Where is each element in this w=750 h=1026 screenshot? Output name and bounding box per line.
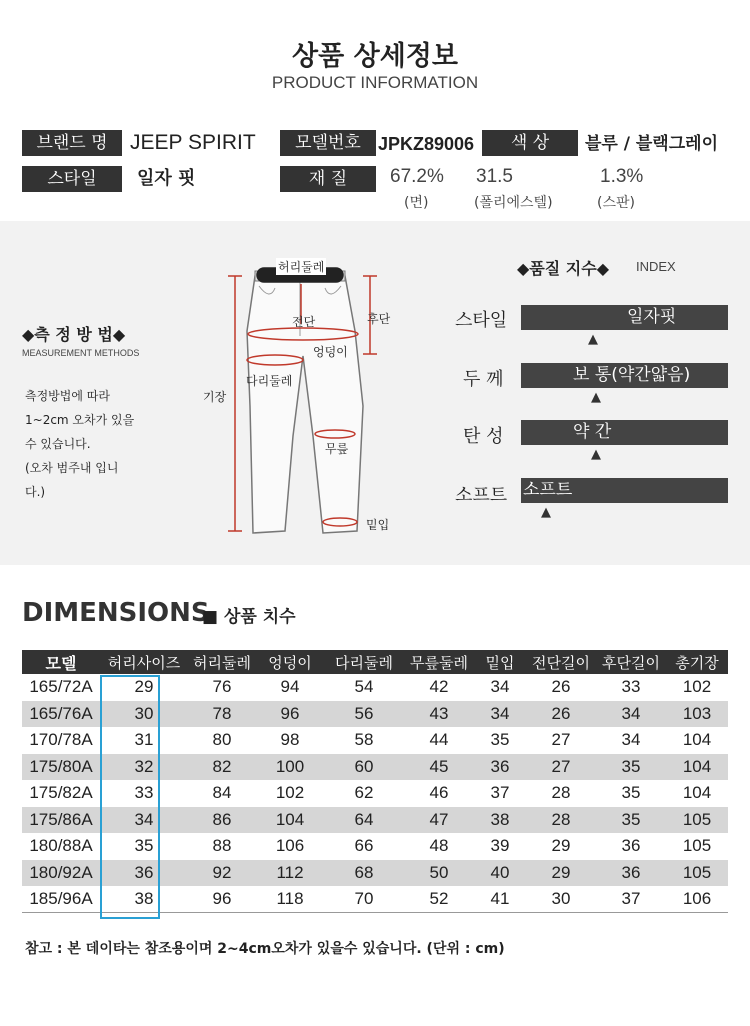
table-cell: 102: [682, 677, 712, 697]
label-hem: 밑입: [366, 518, 390, 532]
table-cell: 38: [100, 886, 188, 913]
table-cell: 96: [188, 886, 256, 913]
table-cell: 105: [682, 836, 712, 856]
table-cell: 175/86A: [22, 807, 100, 834]
quality-style-marker: ▲: [588, 332, 598, 347]
measure-desc-line: 1~2cm 오차가 있을: [25, 413, 135, 427]
measure-desc-line: 측정방법에 따라: [25, 389, 110, 403]
page-subtitle: PRODUCT INFORMATION: [271, 73, 479, 92]
material-pct-cotton: 67.2%: [390, 166, 444, 187]
table-cell: 45: [404, 754, 474, 781]
material-name-poly: (폴리에스텔): [474, 195, 553, 211]
style-label: 스타일: [22, 166, 122, 192]
table-cell: 30: [526, 886, 596, 913]
table-cell: 34: [100, 807, 188, 834]
table-cell: 175/82A: [29, 783, 93, 803]
table-cell: 54: [354, 677, 374, 697]
table-cell: 36: [100, 860, 188, 887]
table-cell: 96: [256, 701, 324, 728]
quality-softness-label: 소프트: [455, 485, 508, 506]
pants-diagram: [195, 246, 420, 546]
measure-description: [25, 384, 134, 504]
table-cell: 60: [324, 754, 404, 781]
table-cell: 29: [526, 860, 596, 887]
table-cell: 39: [490, 836, 510, 856]
quality-softness-bar: 소프트: [521, 478, 728, 503]
page-title: 상품 상세정보: [292, 41, 458, 72]
measure-title: ◆측 정 방 법◆: [22, 325, 126, 344]
table-cell: 30: [100, 701, 188, 728]
measure-desc-line: 수 있습니다.: [25, 437, 91, 451]
table-cell: 56: [324, 701, 404, 728]
table-cell: 80: [212, 730, 232, 750]
table-cell: 35: [596, 807, 666, 834]
table-cell: 104: [256, 807, 324, 834]
table-cell: 66: [354, 836, 374, 856]
column-header: 총기장: [666, 650, 728, 674]
table-cell: 36: [474, 754, 526, 781]
table-cell: 35: [134, 836, 154, 856]
table-cell: 36: [621, 836, 641, 856]
table-cell: 52: [404, 886, 474, 913]
measure-desc-line: (오차 범주내 입니: [25, 461, 119, 475]
quality-style-label: 스타일: [455, 310, 508, 331]
table-cell: 68: [324, 860, 404, 887]
table-cell: 48: [429, 836, 449, 856]
quality-elasticity-marker: ▲: [591, 447, 601, 462]
table-cell: 78: [188, 701, 256, 728]
table-cell: 102: [275, 783, 305, 803]
table-cell: 27: [551, 730, 571, 750]
label-back-rise: 후단: [367, 312, 391, 326]
quality-title: ◆품질 지수◆: [517, 259, 610, 278]
column-header: 무릎둘레: [404, 650, 474, 674]
table-cell: 43: [404, 701, 474, 728]
table-cell: 42: [429, 677, 449, 697]
table-cell: 35: [621, 783, 641, 803]
label-hip: 엉덩이: [313, 345, 348, 359]
table-cell: 33: [621, 677, 641, 697]
quality-index-label: INDEX: [636, 259, 676, 274]
table-cell: 88: [212, 836, 232, 856]
table-cell: 27: [526, 754, 596, 781]
measure-desc-line: 다.): [25, 485, 46, 499]
table-cell: 38: [474, 807, 526, 834]
quality-elasticity-label: 탄 성: [463, 426, 504, 447]
table-cell: 32: [100, 754, 188, 781]
table-cell: 33: [134, 783, 154, 803]
table-cell: 34: [474, 701, 526, 728]
table-cell: 35: [596, 754, 666, 781]
material-label: 재 질: [280, 166, 376, 192]
table-cell: 58: [354, 730, 374, 750]
column-header: 허리둘레: [188, 650, 256, 674]
label-knee: 무릎: [325, 442, 349, 456]
table-cell: 46: [429, 783, 449, 803]
table-cell: 105: [666, 860, 728, 887]
table-cell: 41: [474, 886, 526, 913]
quality-elasticity-bar: 약 간: [521, 420, 728, 445]
column-header: 모델: [22, 650, 100, 674]
table-cell: 37: [490, 783, 510, 803]
table-cell: 84: [212, 783, 232, 803]
column-header: 다리둘레: [324, 650, 404, 674]
table-cell: 29: [551, 836, 571, 856]
table-cell: 98: [280, 730, 300, 750]
model-label: 모델번호: [280, 130, 376, 156]
table-cell: 100: [256, 754, 324, 781]
table-header-row: [22, 650, 728, 674]
table-cell: 112: [256, 860, 324, 887]
quality-softness-marker: ▲: [541, 505, 551, 520]
table-cell: 26: [551, 677, 571, 697]
brand-value: JEEP SPIRIT: [130, 131, 256, 154]
table-cell: 26: [526, 701, 596, 728]
table-cell: 76: [212, 677, 232, 697]
table-cell: 36: [596, 860, 666, 887]
table-cell: 105: [666, 807, 728, 834]
style-value: 일자 핏: [137, 168, 196, 189]
measure-subtitle: MEASUREMENT METHODS: [22, 348, 140, 358]
model-value: JPKZ89006: [378, 134, 475, 154]
label-thigh: 다리둘레: [246, 374, 293, 388]
table-cell: 86: [188, 807, 256, 834]
table-cell: 37: [596, 886, 666, 913]
table-cell: 104: [682, 783, 712, 803]
label-length: 기장: [203, 390, 227, 404]
table-cell: 175/80A: [22, 754, 100, 781]
table-cell: 62: [354, 783, 374, 803]
footnote: 참고 : 본 데이타는 참조용이며 2~4cm오차가 있을수 있습니다. (단위 : cm): [25, 941, 505, 957]
material-name-span: (스판): [597, 195, 635, 211]
table-cell: 70: [324, 886, 404, 913]
table-cell: 35: [490, 730, 510, 750]
column-header: 허리사이즈: [100, 650, 188, 674]
quality-thickness-label: 두 께: [463, 369, 504, 390]
table-cell: 180/88A: [29, 836, 93, 856]
quality-style-bar: 일자핏: [521, 305, 728, 330]
table-cell: 165/76A: [22, 701, 100, 728]
table-cell: 185/96A: [22, 886, 100, 913]
label-front-rise: 전단: [292, 315, 316, 329]
table-cell: 165/72A: [29, 677, 93, 697]
column-header: 전단길이: [526, 650, 596, 674]
quality-thickness-bar: 보 통(약간얇음): [521, 363, 728, 388]
table-cell: 44: [429, 730, 449, 750]
table-cell: 103: [666, 701, 728, 728]
table-cell: 28: [551, 783, 571, 803]
brand-label: 브랜드 명: [22, 130, 122, 156]
table-cell: 94: [280, 677, 300, 697]
quality-thickness-marker: ▲: [591, 390, 601, 405]
table-cell: 64: [324, 807, 404, 834]
dimensions-subtitle: ■ 상품 치수: [202, 607, 296, 627]
table-cell: 170/78A: [29, 730, 93, 750]
material-name-cotton: (면): [404, 195, 429, 211]
table-cell: 104: [682, 730, 712, 750]
table-cell: 180/92A: [22, 860, 100, 887]
table-cell: 34: [490, 677, 510, 697]
table-cell: 106: [275, 836, 305, 856]
color-label: 색 상: [482, 130, 578, 156]
material-pct-poly: 31.5: [476, 166, 513, 187]
table-cell: 28: [526, 807, 596, 834]
table-cell: 104: [666, 754, 728, 781]
table-cell: 92: [188, 860, 256, 887]
dimensions-title: DIMENSIONS: [22, 598, 210, 628]
table-cell: 106: [666, 886, 728, 913]
label-waist: 허리둘레: [278, 260, 325, 274]
table-cell: 29: [134, 677, 154, 697]
color-value: 블루 / 블랙그레이: [585, 134, 718, 154]
table-cell: 34: [596, 701, 666, 728]
column-header: 엉덩이: [256, 650, 324, 674]
table-cell: 118: [256, 886, 324, 913]
material-pct-span: 1.3%: [600, 166, 644, 187]
column-header: 후단길이: [596, 650, 666, 674]
table-cell: 82: [188, 754, 256, 781]
table-cell: 34: [621, 730, 641, 750]
table-cell: 31: [134, 730, 154, 750]
waist-size-highlight: [100, 675, 160, 919]
table-cell: 50: [404, 860, 474, 887]
column-header: 밑입: [474, 650, 526, 674]
table-cell: 47: [404, 807, 474, 834]
table-cell: 40: [474, 860, 526, 887]
